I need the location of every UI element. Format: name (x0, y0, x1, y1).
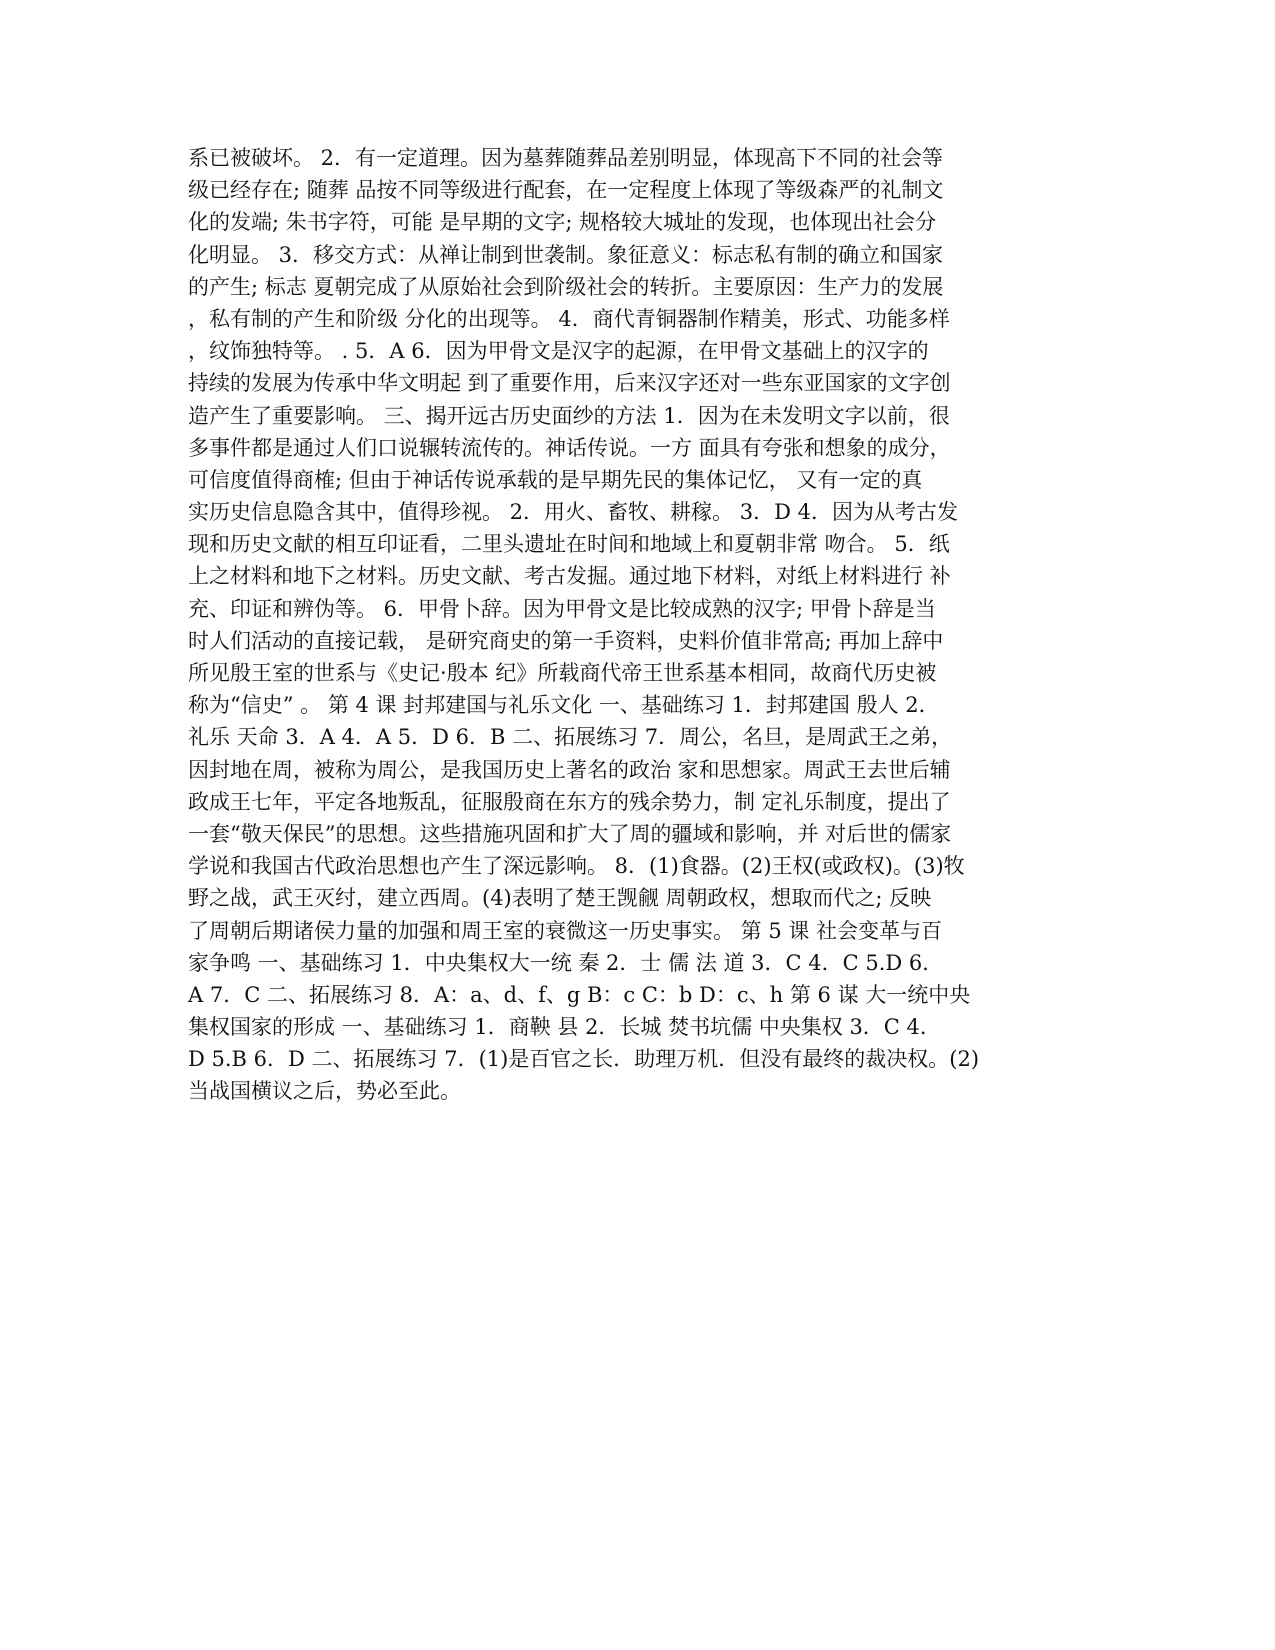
text-line: D 5.B 6．D 二、拓展练习 7．(1)是百官之长．助理万机．但没有最终的裁决权。(2) (188, 1047, 980, 1072)
text-line: 礼乐 天命 3．A 4．A 5．D 6．B 二、拓展练习 7．周公，名旦，是周武王之弟， (188, 725, 953, 750)
text-line: 系已被破坏。 2．有一定道理。因为墓葬随葬品差别明显，体现高下不同的社会等 (188, 146, 944, 170)
body-text (188, 142, 1088, 1108)
text-line: 现和历史文献的相互印证看，二里头遗址在时间和地域上和夏朝非常 吻合。 5．纸 (188, 532, 950, 557)
text-line: 实历史信息隐含其中，值得珍视。 2．用火、畜牧、耕稼。 3．D 4．因为从考古发 (188, 500, 958, 525)
text-line: 学说和我国古代政治思想也产生了深远影响。 8．(1)食器。(2)王权(或政权)。(3)牧 (188, 854, 965, 879)
text-line: 称为“信史” 。 第 4 课 封邦建国与礼乐文化 一、基础练习 1．封邦建国 殷人 2． (188, 693, 940, 718)
text-line: 可信度值得商榷; 但由于神话传说承载的是早期先民的集体记忆， 又有一定的真 (188, 467, 923, 492)
text-line: ，纹饰独特等。 . 5．A 6．因为甲骨文是汉字的起源，在甲骨文基础上的汉字的 (188, 339, 929, 364)
text-line: 的产生; 标志 夏朝完成了从原始社会到阶级社会的转折。主要原因：生产力的发展 (188, 274, 944, 299)
text-line: 野之战，武王灭纣，建立西周。(4)表明了楚王觊觎 周朝政权，想取而代之; 反映 (188, 886, 932, 911)
text-line: 级已经存在; 随葬 品按不同等级进行配套，在一定程度上体现了等级森严的礼制文 (188, 178, 944, 203)
text-line: 因封地在周，被称为周公，是我国历史上著名的政治 家和思想家。周武王去世后辅 (188, 757, 951, 782)
text-line: 当战国横议之后，势必至此。 (188, 1079, 461, 1104)
text-line: 时人们活动的直接记载， 是研究商史的第一手资料，史料价值非常高; 再加上辞中 (188, 628, 944, 653)
text-line: 持续的发展为传承中华文明起 到了重要作用，后来汉字还对一些东亚国家的文字创 (188, 371, 951, 396)
text-line: 了周朝后期诸侯力量的加强和周王室的衰微这一历史事实。 第 5 课 社会变革与百 (188, 918, 943, 943)
text-line: 充、印证和辨伪等。 6．甲骨卜辞。因为甲骨文是比较成熟的汉字; 甲骨卜辞是当 (188, 596, 936, 621)
text-line: ，私有制的产生和阶级 分化的出现等。 4．商代青铜器制作精美，形式、功能多样 (188, 306, 950, 331)
text-line: 造产生了重要影响。 三、揭开远古历史面纱的方法 1．因为在未发明文字以前，很 (188, 403, 950, 428)
text-line: 政成王七年，平定各地叛乱，征服殷商在东方的残余势力，制 定礼乐制度，提出了 (188, 789, 951, 814)
text-line: 一套“敬天保民”的思想。这些措施巩固和扩大了周的疆域和影响，并 对后世的儒家 (188, 821, 952, 846)
text-line: 上之材料和地下之材料。历史文献、考古发掘。通过地下材料，对纸上材料进行 补 (188, 564, 951, 589)
text-line: 家争鸣 一、基础练习 1．中央集权大一统 秦 2．士 儒 法 道 3．C 4．C 5.D 6． (188, 950, 944, 975)
text-line: A 7．C 二、拓展练习 8．A：a、d、f、g B：c C：b D：c、h 第 6 谋 大一统中央 (188, 982, 971, 1007)
text-line: 多事件都是通过人们口说辗转流传的。神话传说。一方 面具有夸张和想象的成分， (188, 435, 951, 460)
text-line: 化的发端; 朱书字符，可能 是早期的文字; 规格较大城址的发现，也体现出社会分 (188, 210, 937, 235)
text-line: 集权国家的形成 一、基础练习 1．商鞅 县 2．长城 焚书坑儒 中央集权 3．C 4． (188, 1015, 941, 1040)
text-line: 所见殷王室的世系与《史记·殷本 纪》所载商代帝王世系基本相同，故商代历史被 (188, 661, 937, 685)
text-line: 化明显。 3．移交方式：从禅让制到世袭制。象征意义：标志私有制的确立和国家 (188, 242, 944, 267)
